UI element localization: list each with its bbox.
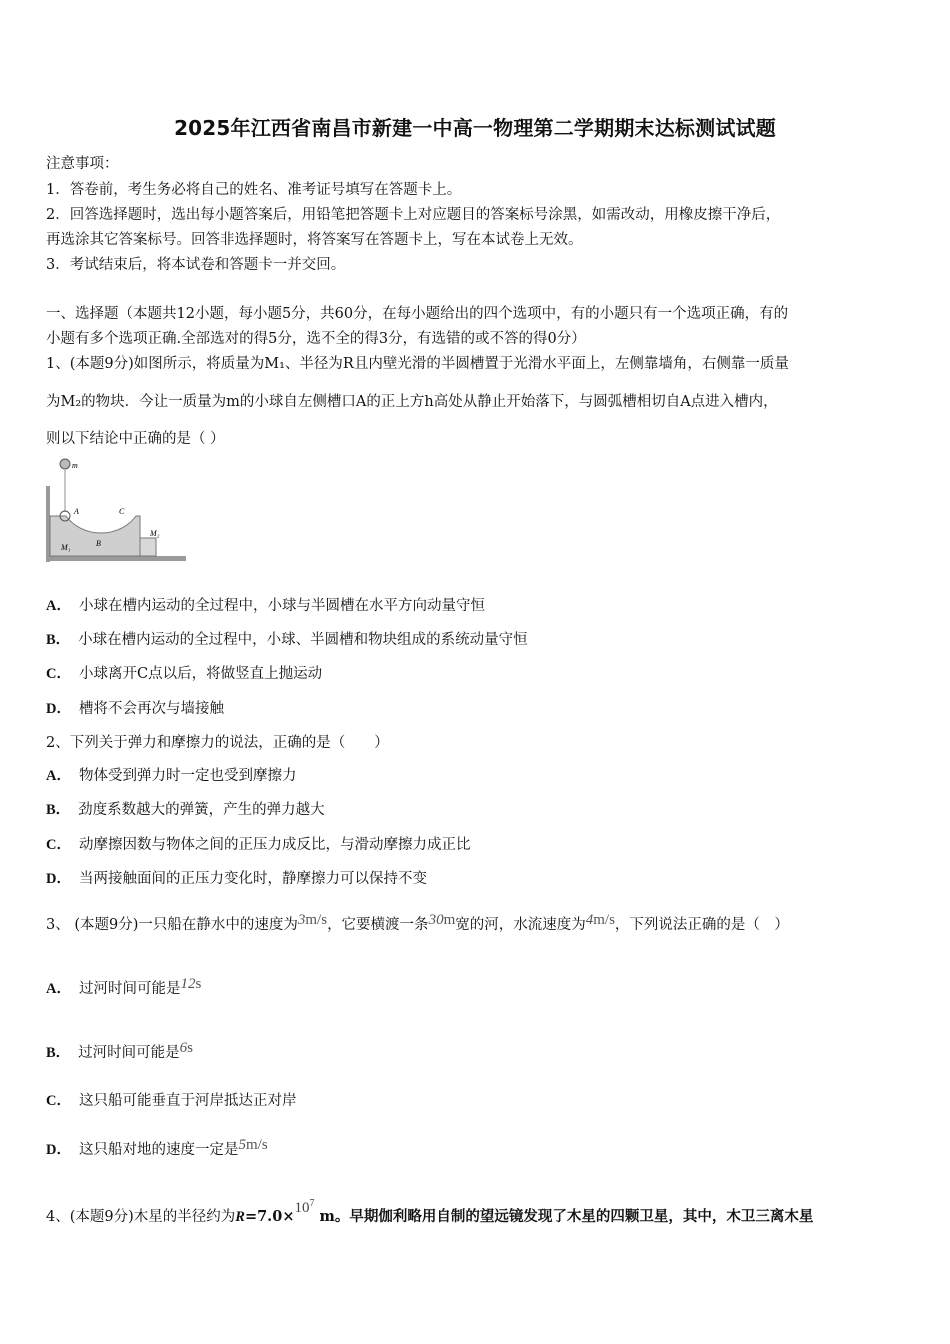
block-m2 bbox=[140, 538, 156, 556]
q2-option-c: C． 动摩擦因数与物体之间的正压力成反比，与滑动摩擦力成正比 bbox=[46, 837, 471, 853]
river-width: 30m bbox=[428, 912, 456, 928]
label-m2: M₂ bbox=[150, 529, 160, 538]
current-speed: 4m/s bbox=[585, 912, 615, 928]
groove-diagram bbox=[44, 456, 189, 566]
ball bbox=[60, 459, 70, 469]
section-heading-cont: 小题有多个选项正确.全部选对的得5分，选不全的得3分，有选错的或不答的得0分） bbox=[46, 331, 586, 347]
question-1-stem: 则以下结论中正确的是（ ） bbox=[46, 431, 225, 447]
notice-item: 1．答卷前，考生务必将自己的姓名、准考证号填写在答题卡上。 bbox=[46, 182, 462, 198]
speed-still-water: 3m/s bbox=[297, 912, 328, 928]
q1-option-c: C． 小球离开C点以后，将做竖直上抛运动 bbox=[46, 666, 323, 682]
notice-item: 3．考试结束后，将本试卷和答题卡一并交回。 bbox=[46, 257, 346, 273]
question-4-stem: 4、(本题9分)木星的半径约为$R=7.0\times 10^7$ m。早期伽利略用自制的望远镜发现了木星的四颗卫星，其中，木卫三离木星 bbox=[46, 1198, 814, 1225]
q1-option-b: B． 小球在槽内运动的全过程中，小球、半圆槽和物块组成的系统动量守恒 bbox=[46, 632, 528, 648]
notice-heading: 注意事项： bbox=[46, 156, 119, 172]
q3-option-b: B． 过河时间可能是6s bbox=[46, 1040, 194, 1061]
q3-option-d: D． 这只船对地的速度一定是5m/s bbox=[46, 1137, 268, 1158]
q3-option-a: A． 过河时间可能是12s bbox=[46, 976, 202, 997]
wall bbox=[46, 486, 50, 562]
label-m: m bbox=[72, 461, 78, 470]
label-a: A bbox=[74, 507, 79, 516]
question-3-stem: 3、 (本题9分)一只船在静水中的速度为3m/s，它要横渡一条30m宽的河，水流速度为4m/s，下列说法正确的是（ ） bbox=[46, 912, 789, 933]
power-of-ten: $10^7$ bbox=[294, 1198, 315, 1216]
label-c: C bbox=[119, 507, 125, 516]
label-b: B bbox=[96, 539, 101, 548]
q1-option-d: D． 槽将不会再次与墙接触 bbox=[46, 701, 224, 717]
section-heading: 一、选择题（本题共12小题，每小题5分，共60分，在每小题给出的四个选项中，有的小题只有一个选项正确，有的 bbox=[46, 306, 789, 322]
question-2-stem: 2、下列关于弹力和摩擦力的说法，正确的是（ ） bbox=[46, 735, 389, 751]
q2-option-d: D． 当两接触面间的正压力变化时，静摩擦力可以保持不变 bbox=[46, 871, 427, 887]
q1-option-a: A． 小球在槽内运动的全过程中，小球与半圆槽在水平方向动量守恒 bbox=[46, 598, 485, 614]
question-1-stem: 为M₂的物块．今让一质量为m的小球自左侧槽口A的正上方h高处从静止开始落下，与圆弧槽相切自A点进入槽内， bbox=[46, 394, 778, 410]
label-m1: M₁ bbox=[61, 543, 71, 552]
notice-item: 2．回答选择题时，选出每小题答案后，用铅笔把答题卡上对应题目的答案标号涂黑，如需改动，用橡皮擦干净后， bbox=[46, 207, 781, 223]
q2-option-b: B． 劲度系数越大的弹簧，产生的弹力越大 bbox=[46, 802, 325, 818]
q3-option-c: C． 这只船可能垂直于河岸抵达正对岸 bbox=[46, 1093, 297, 1109]
q2-option-a: A． 物体受到弹力时一定也受到摩擦力 bbox=[46, 768, 297, 784]
page-title: 2025年江西省南昌市新建一中高一物理第二学期期末达标测试试题 bbox=[174, 116, 776, 140]
question-1-stem: 1、(本题9分)如图所示，将质量为M₁、半径为R且内壁光滑的半圆槽置于光滑水平面上，左侧靠墙角，右侧靠一质量 bbox=[46, 356, 789, 372]
floor bbox=[46, 556, 186, 561]
notice-item: 再选涂其它答案标号。回答非选择题时，将答案写在答题卡上，写在本试卷上无效。 bbox=[46, 232, 583, 248]
